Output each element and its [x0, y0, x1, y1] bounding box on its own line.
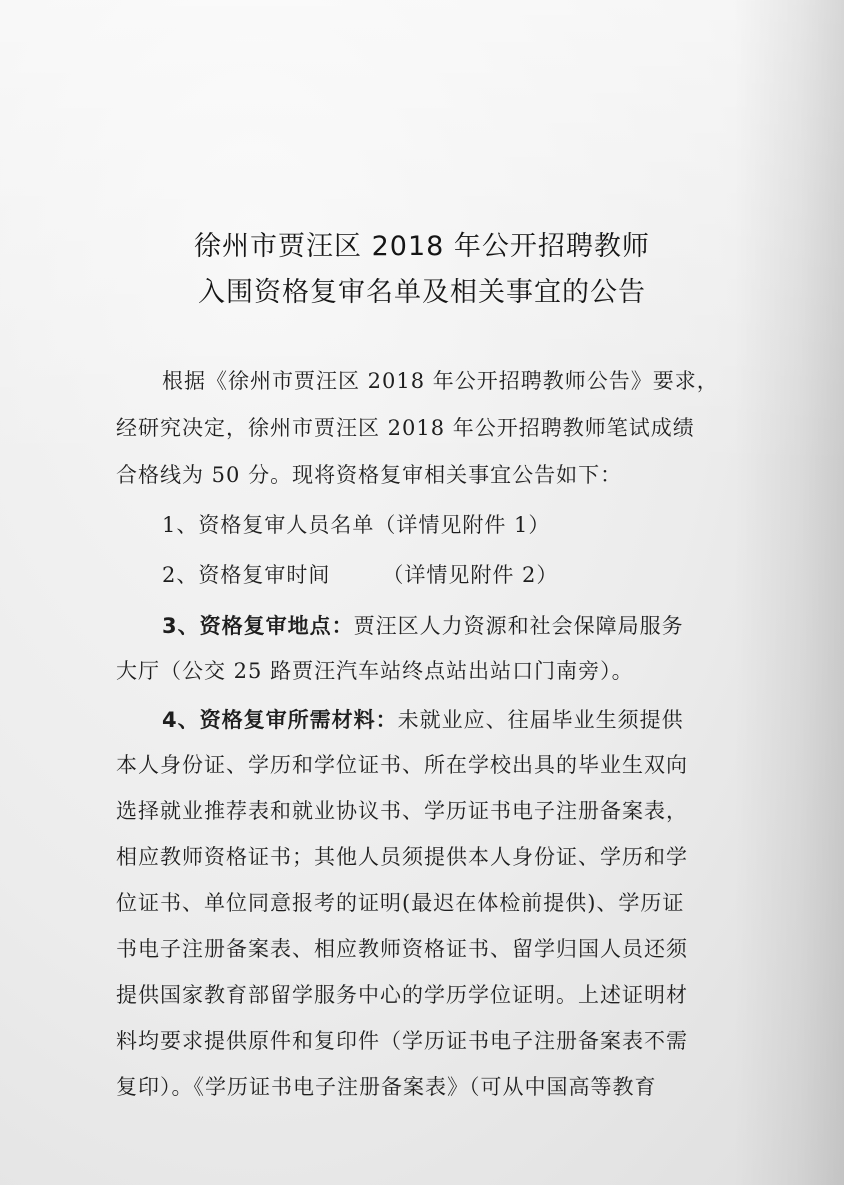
item-4-line-1: [162, 704, 684, 734]
item-4-line-8: 料均要求提供原件和复印件（学历证书电子注册备案表不需: [116, 1029, 688, 1053]
document-title-line-1: 徐州市贾汪区 2018 年公开招聘教师: [194, 231, 650, 262]
item-4-line-2: 本人身份证、学历和学位证书、所在学校出具的毕业生双向: [116, 753, 688, 777]
item-2-label: 2、资格复审时间: [162, 563, 331, 587]
item-3-line-1: [162, 610, 684, 640]
item-3-text: 贾汪区人力资源和社会保障局服务: [353, 614, 684, 638]
item-4-line-7: 提供国家教育部留学服务中心的学历学位证明。上述证明材: [116, 983, 688, 1007]
item-4-line-9: 复印）。《学历证书电子注册备案表》（可从中国高等教育: [116, 1075, 657, 1099]
document-title-line-2: 入围资格复审名单及相关事宜的公告: [198, 277, 646, 308]
item-1: 1、资格复审人员名单（详情见附件 1）: [162, 513, 551, 537]
page-shadow: [734, 0, 844, 1185]
item-2: [162, 559, 558, 589]
item-4-line-5: 位证书、单位同意报考的证明(最迟在体检前提供)、学历证: [116, 891, 685, 915]
item-3-line-2: 大厅（公交 25 路贾汪汽车站终点站出站口门南旁）。: [116, 659, 634, 683]
item-4-label: 4、资格复审所需材料：: [162, 708, 398, 732]
item-4-line-6: 书电子注册备案表、相应教师资格证书、留学归国人员还须: [116, 937, 688, 961]
item-3-label: 3、资格复审地点：: [162, 614, 354, 638]
paragraph-1-line-1: 根据《徐州市贾汪区 2018 年公开招聘教师公告》要求，: [162, 369, 719, 393]
item-4-text: 未就业应、往届毕业生须提供: [397, 708, 684, 732]
item-4-line-3: 选择就业推荐表和就业协议书、学历证书电子注册备案表，: [116, 799, 688, 823]
item-4-line-4: 相应教师资格证书；其他人员须提供本人身份证、学历和学: [116, 845, 688, 869]
paragraph-1-line-2: 经研究决定，徐州市贾汪区 2018 年公开招聘教师笔试成绩: [116, 416, 695, 440]
item-2-detail: （详情见附件 2）: [382, 563, 559, 587]
paragraph-1-line-3: 合格线为 50 分。现将资格复审相关事宜公告如下：: [116, 463, 623, 487]
